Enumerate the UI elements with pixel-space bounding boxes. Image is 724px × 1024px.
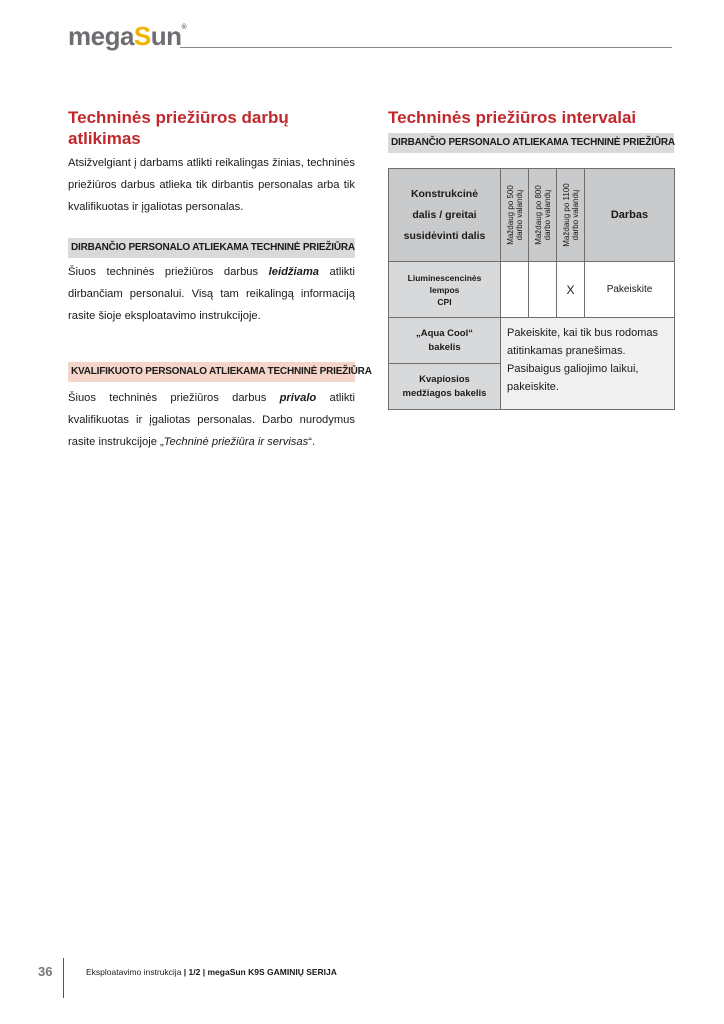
header-work: Darbas <box>585 169 675 262</box>
header-divider <box>180 47 672 48</box>
brand-logo: megaSun® <box>68 21 187 51</box>
qualified-maintenance-tag: KVALIFIKUOTO PERSONALO ATLIEKAMA TECHNINĖ PRIEŽIŪRA <box>68 362 355 382</box>
right-column <box>388 107 674 153</box>
row-label-aqua-cool: „Aqua Cool“ bakelis <box>389 318 501 364</box>
header-500h: Maždaug po 500 darbo valandų <box>501 169 529 262</box>
operator-paragraph: Šiuos techninės priežiūros darbus leidžiama atlikti dirbančiam personalui. Visą tam reikalingą informaciją rasite šioje eksploatavimo instrukcijoje. <box>68 266 355 322</box>
table-row <box>389 318 675 364</box>
header-800h: Maždaug po 800 darbo valandų <box>529 169 557 262</box>
row-label-lamps: Liuminescencinės lempos CPI <box>389 262 501 318</box>
qualified-paragraph: Šiuos techninės priežiūros darbus privalo atlikti kvalifikuotas ir įgaliotas personalas. Darbo nurodymus rasite instrukcijoje „Techninė priežiūra ir servisas“. <box>68 392 356 448</box>
interval-tag: DIRBANČIO PERSONALO ATLIEKAMA TECHNINĖ PRIEŽIŪRA <box>388 133 674 153</box>
maintenance-interval-table <box>388 168 675 410</box>
section-title-intervals: Techninės priežiūros intervalai <box>388 108 637 127</box>
section-title-maintenance-work: Techninės priežiūros darbų atlikimas <box>68 108 289 148</box>
cell-1100h-mark: X <box>557 262 585 318</box>
row-label-fragrance: Kvapiosios medžiagos bakelis <box>389 364 501 410</box>
intro-paragraph: Atsižvelgiant į darbams atlikti reikalingas žinias, techninės priežiūros darbus atlieka tik dirbantis personalas arba tik kvalifikuotas ir įgaliotas personalas. <box>68 157 355 213</box>
cell-800h <box>529 262 557 318</box>
page-number: 36 <box>38 964 53 979</box>
cell-merged-instructions: Pakeiskite, kai tik bus rodomas atitinkamas pranešimas. Pasibaigus galiojimo laikui, pakeiskite. <box>501 318 675 410</box>
footer-divider <box>63 958 64 998</box>
cell-500h <box>501 262 529 318</box>
left-column <box>68 107 372 453</box>
operator-maintenance-tag: DIRBANČIO PERSONALO ATLIEKAMA TECHNINĖ PRIEŽIŪRA <box>68 238 355 258</box>
cell-work-replace: Pakeiskite <box>585 262 675 318</box>
table-row <box>389 262 675 318</box>
header-1100h: Maždaug po 1100 darbo valandų <box>557 169 585 262</box>
footer-title: Eksploatavimo instrukcija | 1/2 | megaSun K9S GAMINIŲ SERIJA <box>86 967 337 977</box>
header-part: Konstrukcinė dalis / greitai susidėvinti dalis <box>389 169 501 262</box>
table-header-row <box>389 169 675 262</box>
